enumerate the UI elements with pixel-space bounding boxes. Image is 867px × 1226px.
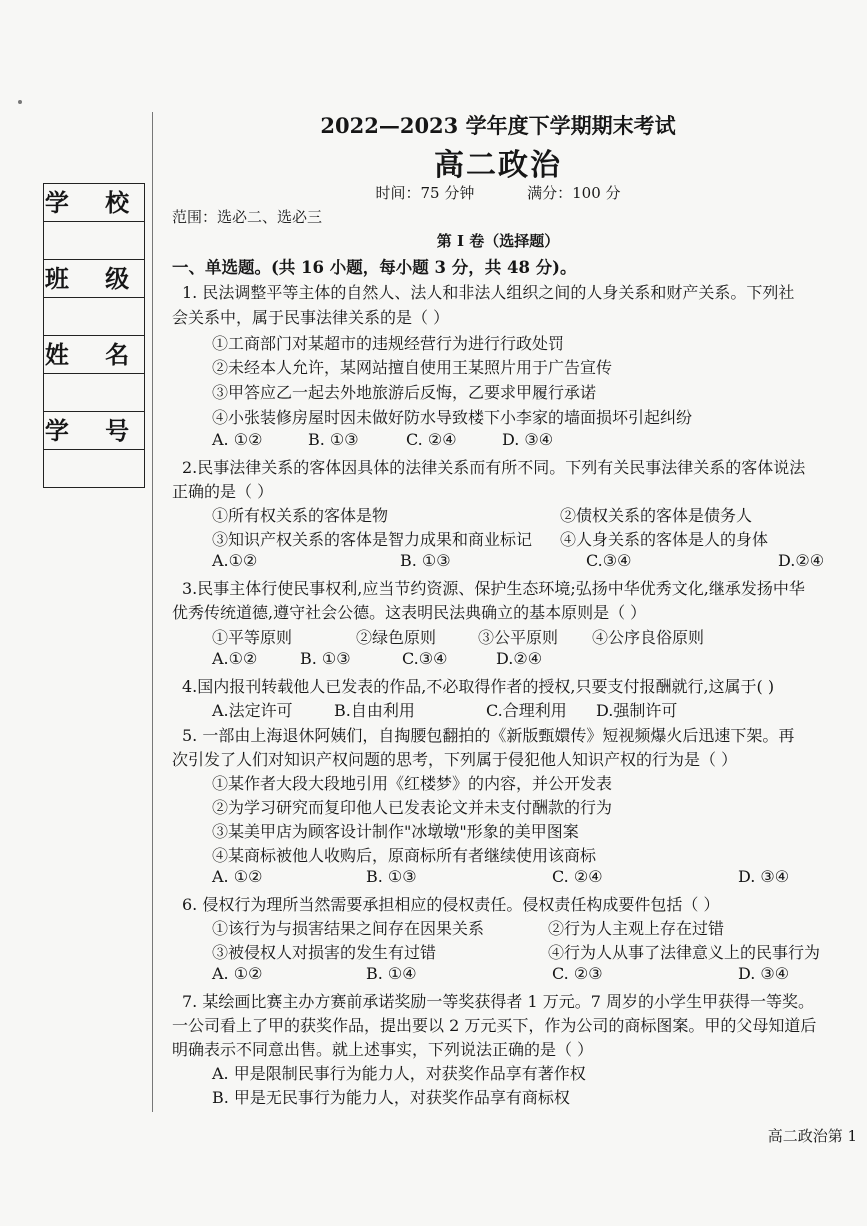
number-field[interactable] — [44, 450, 144, 487]
q2-statement-3: ③知识产权关系的客体是智力成果和商业标记 — [212, 530, 533, 549]
q7-choice-b[interactable]: B. 甲是无民事行为能力人，对获奖作品享有商标权 — [212, 1088, 570, 1107]
q6-choice-c[interactable]: C. ②③ — [552, 964, 603, 983]
part-heading: 第 I 卷（选择题） — [436, 232, 560, 250]
q2-statement-4: ④人身关系的客体是人的身体 — [560, 530, 769, 549]
q3-choice-a[interactable]: A.①② — [212, 649, 258, 668]
q6-choice-b[interactable]: B. ①④ — [366, 964, 417, 983]
page-footer: 高二政治第 1 — [767, 1127, 857, 1145]
school-label: 学 校 — [44, 184, 144, 222]
q1-statement-3: ③甲答应乙一起去外地旅游后反悔，乙要求甲履行承诺 — [212, 383, 597, 402]
question-7-stem-3: 明确表示不同意出售。就上述事实，下列说法正确的是（ ） — [172, 1040, 594, 1059]
q2-choice-b[interactable]: B. ①③ — [400, 551, 451, 570]
q6-statement-2: ②行为人主观上存在过错 — [548, 919, 725, 938]
q4-choice-a[interactable]: A.法定许可 — [212, 701, 293, 720]
question-7-stem-2: 一公司看上了甲的获奖作品，提出要以 2 万元买下，作为公司的商标图案。甲的父母知道后 — [172, 1016, 817, 1035]
number-label: 学 号 — [44, 412, 144, 450]
q7-choice-a[interactable]: A. 甲是限制民事行为能力人，对获奖作品享有著作权 — [212, 1064, 586, 1083]
q5-statement-4: ④某商标被他人收购后，原商标所有者继续使用该商标 — [212, 846, 597, 865]
margin-dot — [18, 100, 22, 104]
question-2-stem-2: 正确的是（ ） — [172, 482, 274, 501]
q5-choice-c[interactable]: C. ②④ — [552, 867, 603, 886]
q6-choice-a[interactable]: A. ①② — [212, 964, 263, 983]
q5-statement-3: ③某美甲店为顾客设计制作"冰墩墩"形象的美甲图案 — [212, 822, 579, 841]
q1-statement-4: ④小张装修房屋时因未做好防水导致楼下小李家的墙面损坏引起纠纷 — [212, 408, 693, 427]
q1-statement-1: ①工商部门对某超市的违规经营行为进行行政处罚 — [212, 334, 565, 353]
question-5-stem-2: 次引发了人们对知识产权问题的思考，下列属于侵犯他人知识产权的行为是（ ） — [172, 750, 738, 769]
q2-statement-2: ②债权关系的客体是债务人 — [560, 506, 753, 525]
exam-score: 满分：100 分 — [527, 184, 621, 202]
q3-choice-b[interactable]: B. ①③ — [300, 649, 351, 668]
q6-choice-d[interactable]: D. ③④ — [738, 964, 790, 983]
q2-statement-1: ①所有权关系的客体是物 — [212, 506, 389, 525]
question-5-stem: 5. 一部由上海退休阿姨们，自掏腰包翻拍的《新版甄嬛传》短视频爆火后迅速下架。再 — [182, 726, 795, 745]
section-heading: 一、单选题。(共 16 小题，每小题 3 分，共 48 分)。 — [172, 258, 577, 277]
question-6-stem: 6. 侵权行为理所当然需要承担相应的侵权责任。侵权责任构成要件包括（ ） — [182, 895, 720, 914]
q6-statement-1: ①该行为与损害结果之间存在因果关系 — [212, 919, 485, 938]
question-1-stem-2: 会关系中，属于民事法律关系的是（ ） — [172, 308, 450, 327]
q5-choice-d[interactable]: D. ③④ — [738, 867, 790, 886]
name-label: 姓 名 — [44, 336, 144, 374]
q1-choice-c[interactable]: C. ②④ — [406, 430, 457, 449]
school-field[interactable] — [44, 222, 144, 260]
q1-choice-d[interactable]: D. ③④ — [502, 430, 554, 449]
q5-statement-1: ①某作者大段大段地引用《红楼梦》的内容，并公开发表 — [212, 774, 613, 793]
q3-statement-2: ②绿色原则 — [356, 628, 437, 647]
question-3-stem-2: 优秀传统道德,遵守社会公德。这表明民法典确立的基本原则是（ ） — [172, 603, 647, 622]
q3-statement-1: ①平等原则 — [212, 628, 293, 647]
q4-choice-d[interactable]: D.强制许可 — [596, 701, 678, 720]
q3-statement-3: ③公平原则 — [478, 628, 559, 647]
question-7-stem: 7. 某绘画比赛主办方赛前承诺奖励一等奖获得者 1 万元。7 周岁的小学生甲获得一等奖。 — [182, 992, 814, 1011]
question-3-stem: 3.民事主体行使民事权利,应当节约资源、保护生态环境;弘扬中华优秀文化,继承发扬中华 — [182, 579, 805, 598]
binding-line — [152, 112, 153, 1112]
q2-choice-a[interactable]: A.①② — [212, 551, 258, 570]
q6-statement-4: ④行为人从事了法律意义上的民事行为 — [548, 943, 821, 962]
q4-choice-b[interactable]: B.自由利用 — [334, 701, 415, 720]
q5-choice-a[interactable]: A. ①② — [212, 867, 263, 886]
question-2-stem: 2.民事法律关系的客体因具体的法律关系而有所不同。下列有关民事法律关系的客体说法 — [182, 458, 806, 477]
exam-meta — [158, 182, 838, 203]
class-label: 班 级 — [44, 260, 144, 298]
class-field[interactable] — [44, 298, 144, 336]
student-info-box — [43, 183, 145, 488]
exam-time: 时间：75 分钟 — [375, 184, 475, 202]
q3-choice-c[interactable]: C.③④ — [402, 649, 448, 668]
q4-choice-c[interactable]: C.合理利用 — [486, 701, 567, 720]
q2-choice-d[interactable]: D.②④ — [778, 551, 825, 570]
q2-choice-c[interactable]: C.③④ — [586, 551, 632, 570]
q5-choice-b[interactable]: B. ①③ — [366, 867, 417, 886]
q1-choice-a[interactable]: A. ①② — [212, 430, 263, 449]
exam-title: 2022—2023 学年度下学期期末考试 — [320, 113, 676, 138]
q3-choice-d[interactable]: D.②④ — [496, 649, 543, 668]
q1-choice-b[interactable]: B. ①③ — [308, 430, 359, 449]
question-4-stem: 4.国内报刊转载他人已发表的作品,不必取得作者的授权,只要支付报酬就行,这属于( ) — [182, 677, 775, 696]
q3-statement-4: ④公序良俗原则 — [592, 628, 705, 647]
q5-statement-2: ②为学习研究而复印他人已发表论文并未支付酬款的行为 — [212, 798, 613, 817]
q1-statement-2: ②未经本人允许，某网站擅自使用王某照片用于广告宣传 — [212, 358, 613, 377]
name-field[interactable] — [44, 374, 144, 412]
q6-statement-3: ③被侵权人对损害的发生有过错 — [212, 943, 437, 962]
exam-subject: 高二政治 — [434, 148, 562, 183]
exam-scope: 范围：选必二、选必三 — [172, 208, 323, 226]
question-1-stem: 1. 民法调整平等主体的自然人、法人和非法人组织之间的人身关系和财产关系。下列社 — [182, 283, 795, 302]
